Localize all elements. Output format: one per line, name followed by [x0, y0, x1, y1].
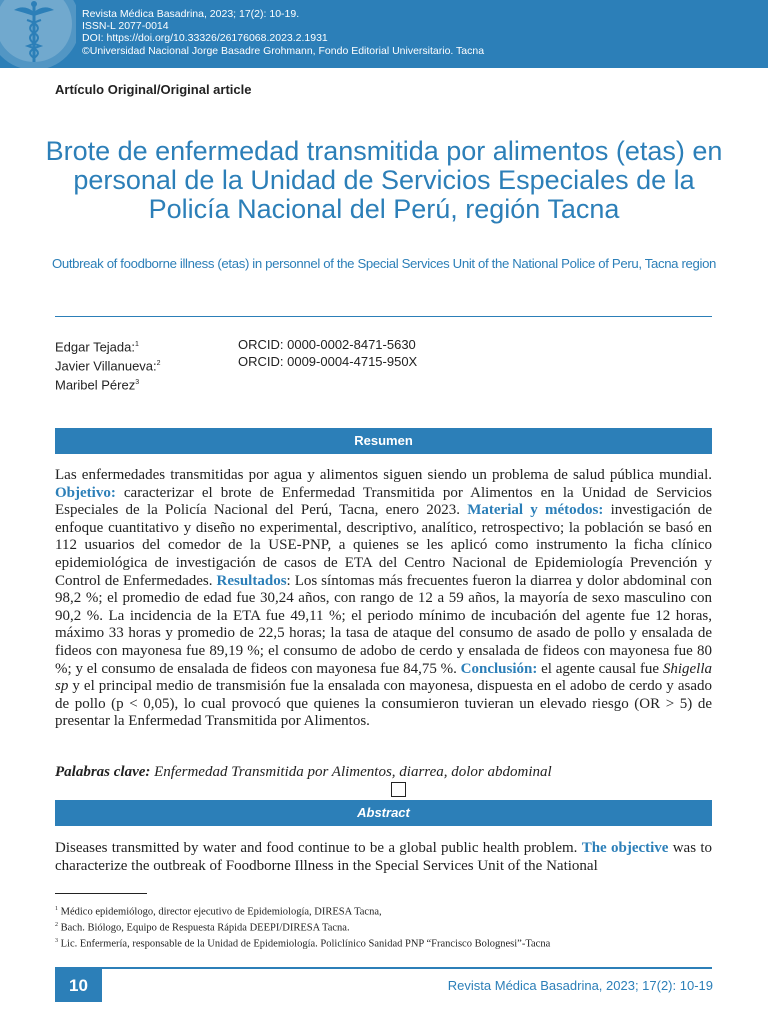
footnote: $^2$ Bach. Biólogo, Equipo de Respuesta Rápida DEEPI/DIRESA Tacna.: [55, 922, 350, 934]
footer-divider: [55, 967, 712, 969]
author-name: Edgar Tejada:$^1$: [55, 339, 139, 355]
journal-citation: Revista Médica Basadrina, 2023; 17(2): 10-19.: [82, 8, 300, 20]
journal-doi[interactable]: DOI: https://doi.org/10.33326/26176068.2023.2.1931: [82, 32, 328, 45]
orcid-list: [238, 337, 417, 370]
journal-copyright: ©Universidad Nacional Jorge Basadre Grohmann, Fondo Editorial Universitario. Tacna: [82, 44, 485, 57]
article-title-english: Outbreak of foodborne illness (etas) in personnel of the Special Services Unit of the National Police of Peru, Tacna region: [51, 256, 717, 271]
objetivo-label: Objetivo:: [55, 484, 116, 501]
keywords-text: Enfermedad Transmitida por Alimentos, diarrea, dolor abdominal: [150, 764, 552, 780]
caduceus-icon: [0, 0, 76, 68]
author-name: Javier Villanueva:$^2$: [55, 358, 161, 374]
orcid-id[interactable]: ORCID: 0000-0002-8471-5630: [238, 337, 416, 352]
journal-issn: ISSN-L 2077-0014: [82, 20, 169, 33]
author-list: [55, 337, 161, 393]
resultados-label: Resultados: [216, 572, 287, 589]
footnote: $^1$ Médico epidemiólogo, director ejecutivo de Epidemiología, DIRESA Tacna,: [55, 906, 382, 918]
keywords: [55, 764, 552, 781]
title-divider: [55, 316, 712, 317]
metodos-label: Material y métodos:: [467, 502, 604, 519]
resumen-body: Las enfermedades transmitidas por agua y alimentos siguen siendo un problema de salud pública mundial. Objetivo: caracterizar el brote de Enfermedad Transmitida por Alimentos en la Unidad de Servicios Especiales de la Policía Nacional del Perú, Tacna, enero 2023. Material y métodos: investigación de enfoque cuantitativo y diseño no experimental, descriptivo, analítico, retrospectivo; la población se basó en 112 usuarios del comedor de la USE-PNP, a quienes se les aplicó como instrumento la ficha clínico epidemiológica de investigación de casos de ETA del Centro Nacional de Epidemiología Prevención y Control de Enfermedades. Resultados: Los síntomas más frecuentes fueron la diarrea y dolor abdominal con 98,2 %; el promedio de edad fue 30,24 años, con rango de 12 a 59 años, la mayoría de sexo masculino con 90,2 %. La incidencia de la ETA fue 49,11 %; el periodo mínimo de incubación del agente fue 12 horas, máximo 33 horas y promedio de 22,5 horas; la tasa de ataque del consumo de asado de pollo y ensalada de fideos con mayonesa fue 89,19 %; el consumo de adobo de cerdo y ensalada de fideos con mayonesa fue 80 %; y el consumo de ensalada de fideos con mayonesa fue 84,75 %. Conclusión: el agente causal fue Shigella sp y el principal medio de transmisión fue la ensalada con mayonesa, dispuesta en el adobo de cerdo y asado de pollo (p < 0,05), lo cual provocó que quienes la consumieron tuvieran un elevado riesgo (OR > 5) de presentar la Enfermedad Transmitida por Alimentos.: [55, 467, 712, 730]
footnote: $^3$ Lic. Enfermería, responsable de la Unidad de Epidemiología. Policlínico Sanidad PNP “Francisco Bolognesi”-Tacna: [55, 938, 551, 950]
resumen-heading: Resumen: [55, 428, 712, 454]
page-number: 10: [55, 969, 102, 1002]
pathogen-name: Shigella sp: [55, 660, 712, 695]
footnotes: [55, 903, 550, 951]
keywords-label: Palabras clave:: [55, 764, 151, 780]
objective-label: The objective: [581, 840, 669, 856]
article-type: Artículo Original/Original article: [55, 82, 252, 97]
journal-header-info: [82, 8, 484, 57]
footnote-divider: [55, 893, 147, 894]
checkbox[interactable]: [391, 782, 406, 797]
article-title: Brote de enfermedad transmitida por alimentos (etas) en personal de la Unidad de Servicios Especiales de la Policía Nacional del Perú, región Tacna: [45, 136, 723, 224]
abstract-body: Diseases transmitted by water and food continue to be a global public health problem. The objective was to characterize the outbreak of Foodborne Illness in the Special Services Unit of the National: [55, 840, 712, 874]
orcid-id[interactable]: ORCID: 0009-0004-4715-950X: [238, 353, 418, 369]
author-name: Maribel Pérez$^3$: [55, 376, 140, 392]
footer-journal-citation: Revista Médica Basadrina, 2023; 17(2): 10-19: [447, 978, 713, 993]
abstract-heading: Abstract: [55, 800, 712, 826]
conclusion-label: Conclusión:: [460, 660, 538, 677]
